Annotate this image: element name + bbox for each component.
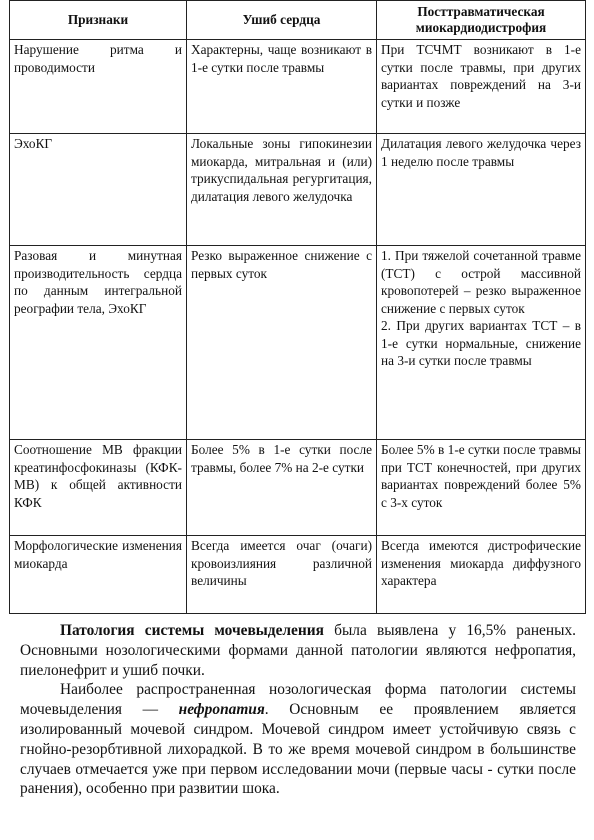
cell-sign: ЭхоКГ: [10, 134, 187, 246]
bold-lead: Патология системы мочевыделения: [60, 622, 324, 639]
table-row: [10, 440, 586, 536]
header-signs: Признаки: [10, 1, 187, 40]
paragraph-text-after: . Основным ее проявлением является изолированный мочевой синдром. Мочевой синдром имеет устойчивую связь с гнойно-резорбтивной лихорадкой. В то же время мочевой синдром в большинстве случаев отмечается уже при первом исследовании мочи (первые часы - сутки после ранения), особенно при развитии шока.: [20, 701, 577, 798]
table-header-row: [10, 1, 586, 40]
paragraph-text: была выявлена у 16,5% раненых. Основными нозологическими формами данной патологии являются нефропатия, пиелонефрит и ушиб почки.: [20, 622, 577, 679]
cell-dystrophy: Дилатация левого желудочка через 1 неделю после травмы: [377, 134, 586, 246]
cell-sign: Нарушение ритма и проводимости: [10, 40, 187, 134]
header-posttraumatic-dystrophy: Посттравматическая миокардиодистрофия: [377, 1, 586, 40]
emphasis-term: нефропатия: [178, 701, 265, 719]
cell-dystrophy: [377, 246, 586, 440]
cell-dystrophy: Более 5% в 1-е сутки после травмы при ТСТ конечностей, при других вариантах повреждений более 5% с 3-х суток: [377, 440, 586, 536]
table-row: [10, 536, 586, 614]
cell-dystrophy: Всегда имеются дистрофические изменения миокарда диффузного характера: [377, 536, 586, 614]
dystrophy-item-1: 1. При тяжелой сочетанной травме (ТСТ) с острой массивной кровопотерей – резко выраженное снижение с первых суток: [381, 248, 581, 316]
table-row: [10, 40, 586, 134]
table-row: [10, 134, 586, 246]
body-text: [20, 621, 576, 799]
cell-contusion: Всегда имеется очаг (очаги) кровоизлияния различной величины: [187, 536, 377, 614]
header-heart-contusion: Ушиб сердца: [187, 1, 377, 40]
cell-contusion: Характерны, чаще возникают в 1-е сутки после травмы: [187, 40, 377, 134]
paragraph-urinary-pathology: [20, 621, 576, 680]
cell-contusion: Более 5% в 1-е сутки после травмы, более 7% на 2-е сутки: [187, 440, 377, 536]
paragraph-text-before: Наиболее распространенная нозологическая форма патологии системы мочевыделения —: [20, 681, 576, 719]
cell-sign: Соотношение МВ фракции креатинфосфокиназы (КФК-МВ) к общей активности КФК: [10, 440, 187, 536]
cell-sign: Разовая и минутная производительность сердца по данным интегральной реографии тела, ЭхоКГ: [10, 246, 187, 440]
dystrophy-item-2: 2. При других вариантах ТСТ – в 1-е сутки нормальные, снижение на 3-и сутки после травмы: [381, 318, 581, 368]
cell-contusion: Локальные зоны гипокинезии миокарда, митральная и (или) трикуспидальная регургитация, дилатация левого желудочка: [187, 134, 377, 246]
cell-dystrophy: При ТСЧМТ возникают в 1-е сутки после травмы, при других вариантах повреждений на 3-и сутки и позже: [377, 40, 586, 134]
table-row: [10, 246, 586, 440]
comparison-table: [9, 0, 586, 614]
cell-sign: Морфологические изменения миокарда: [10, 536, 187, 614]
cell-contusion: Резко выраженное снижение с первых суток: [187, 246, 377, 440]
paragraph-nephropathy: [20, 680, 576, 799]
